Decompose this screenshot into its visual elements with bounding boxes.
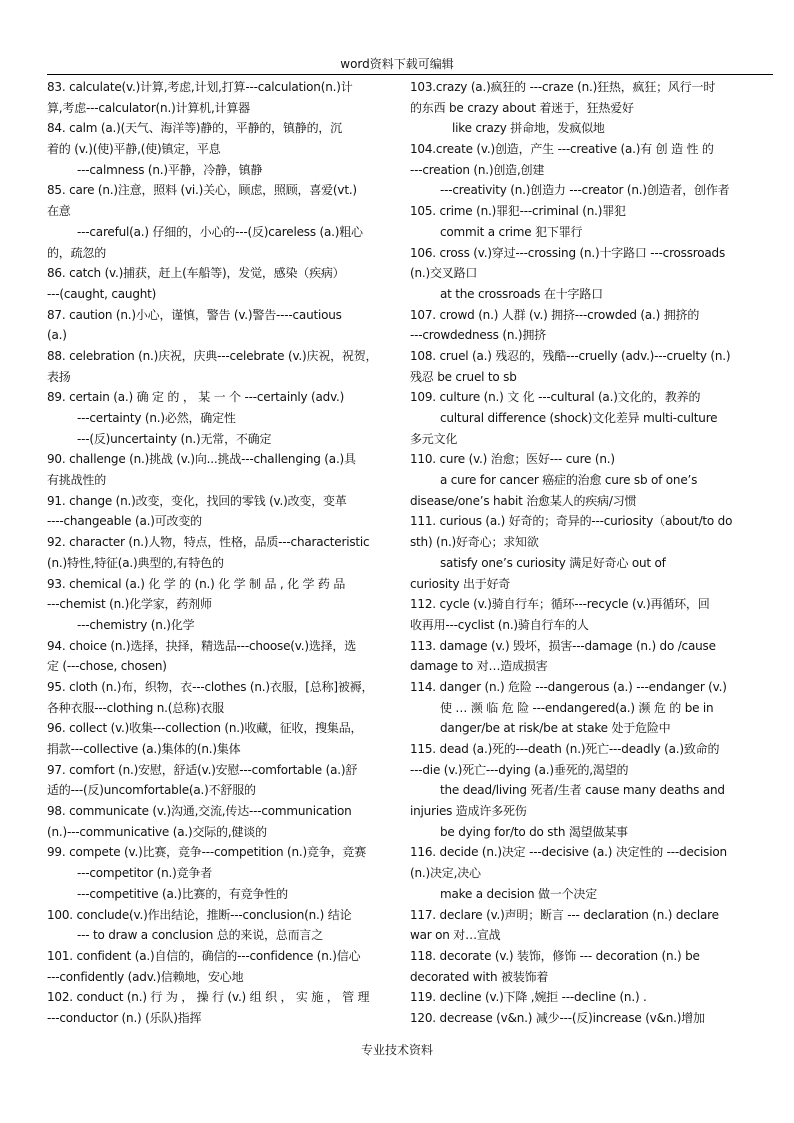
entry-line: (a.) [47,328,67,343]
entry-line: 94. choice (n.)选择，抉择，精选品---choose(v.)选择，选 [47,638,357,653]
entry-line: 83. calculate(v.)计算,考虑,计划,打算---calculation(n.)计 [47,80,353,94]
entry-line: (n.)---communicative (a.)交际的,健谈的 [47,824,267,839]
entry-line: 105. crime (n.)罪犯---criminal (n.)罪犯 [410,204,626,219]
entry-line: 112. cycle (v.)骑自行车；循环---recycle (v.)再循环，回 [410,597,710,612]
entry-line: ---creation (n.)创造,创建 [410,162,545,177]
entry-line: ---competitive (a.)比赛的，有竞争性的 [77,886,288,901]
entry-line: ---competitor (n.)竞争者 [77,866,213,881]
entry-line: 残忍 be cruel to sb [410,369,517,384]
entry-line: 在意 [47,204,71,219]
entry-line: 99. compete (v.)比赛，竞争---competition (n.)竞争，竞赛 [47,845,367,860]
entry-line: 89. certain (a.) 确 定 的 ， 某 一 个 ---certainly (adv.) [47,390,345,405]
entry-line: 86. catch (v.)捕获，赶上(车船等)，发觉，感染（疾病） [47,266,345,281]
entry-line: satisfy one’s curiosity 满足好奇心 out of [440,555,666,570]
entry-line: 98. communicate (v.)沟通,交流,传达---communication [47,804,352,819]
entry-line: ---(反)uncertainty (n.)无常，不确定 [77,431,272,446]
entry-line: make a decision 做一个决定 [440,886,598,901]
entry-line: ---creativity (n.)创造力 ---creator (n.)创造者，创作者 [440,183,730,198]
right-column [410,77,764,1037]
entry-line: 102. conduct (n.) 行 为 ， 操 行 (v.) 组 织 ， 实 施 ， 管 理 [47,990,370,1005]
entry-line: 收再用---cyclist (n.)骑自行车的人 [410,617,589,632]
entry-line: 85. care (n.)注意，照料 (vi.)关心，顾虑，照顾，喜爱(vt.) [47,183,357,198]
entry-line: like crazy 拼命地，发疯似地 [452,121,605,136]
entry-line: (n.)交叉路口 [410,266,478,281]
entry-line: 113. damage (v.) 毁坏，损害---damage (n.) do /cause [410,638,716,653]
entry-line: ---crowdedness (n.)拥挤 [410,328,546,343]
entry-line: 有挑战性的 [47,473,107,488]
entry-line: a cure for cancer 癌症的治愈 cure sb of one’s [440,473,698,488]
entry-line: 87. caution (n.)小心，谨慎，警告 (v.)警告----cautious [47,307,342,322]
entry-line: ---confidently (adv.)信赖地，安心地 [47,969,244,984]
entry-line: 116. decide (n.)决定 ---decisive (a.) 决定性的 ---decision [410,845,727,860]
entry-line: 93. chemical (a.) 化 学 的 (n.) 化 学 制 品 , 化 学 药 品 [47,576,346,591]
entry-line: at the crossroads 在十字路口 [440,286,603,301]
page-header: word资料下载可编辑 [340,57,454,71]
entry-line: (n.)决定,决心 [410,866,481,881]
entry-line: 103.crazy (a.)疯狂的 ---craze (n.)狂热，疯狂；风行一时 [410,80,716,94]
entry-line: 使 … 濒 临 危 险 ---endangered(a.) 濒 危 的 be in [440,700,714,715]
entry-line: 119. decline (v.)下降 ,婉拒 ---decline (n.) . [410,990,647,1005]
entry-line: 多元文化 [410,431,458,446]
entry-line: ---chemist (n.)化学家，药剂师 [47,597,212,612]
left-column [47,77,401,1037]
entry-line: ---conductor (n.) (乐队)指挥 [47,1010,202,1025]
entry-line: ---calmness (n.)平静，冷静，镇静 [77,162,263,177]
entry-line: (n.)特性,特征(a.)典型的,有特色的 [47,555,224,570]
entry-line: 109. culture (n.) 文 化 ---cultural (a.)文化的，教养的 [410,390,701,405]
entry-line: injuries 造成许多死伤 [410,804,527,819]
entry-line: 100. conclude(v.)作出结论，推断---conclusion(n.) 结论 [47,907,352,922]
entry-line: damage to 对…造成损害 [410,659,548,674]
entry-line: 110. cure (v.) 治愈；医好--- cure (n.) [410,452,615,467]
entry-line: sth) (n.)好奇心；求知欲 [410,535,539,550]
entry-line: 的东西 be crazy about 着迷于，狂热爱好 [410,100,634,115]
entry-line: 84. calm (a.)(天气、海洋等)静的，平静的，镇静的，沉 [47,121,342,136]
entry-line: 算,考虑---calculator(n.)计算机,计算器 [47,100,250,115]
entry-line: 111. curious (a.) 好奇的；奇异的---curiosity（about/to do [410,514,733,529]
entry-line: 108. cruel (a.) 残忍的，残酷---cruelly (adv.)---cruelty (n.) [410,348,731,363]
entry-line: 着的 (v.)(使)平静,(使)镇定，平息 [47,142,221,157]
entry-line: 95. cloth (n.)布，织物，衣---clothes (n.)衣服，[总称]被褥， [47,679,374,694]
entry-line: war on 对…宣战 [410,928,501,943]
entry-line: 捐款---collective (a.)集体的(n.)集体 [47,742,241,756]
entry-line: --- to draw a conclusion 总的来说，总而言之 [77,928,323,943]
entry-line: 96. collect (v.)收集---collection (n.)收藏，征收，搜集品， [47,721,363,736]
entry-line: 91. change (n.)改变，变化，找回的零钱 (v.)改变，变革 [47,493,347,508]
entry-line: ---(caught, caught) [47,286,157,301]
entry-line: danger/be at risk/be at stake 处于危险中 [440,721,671,736]
entry-line: decorated with 被装饰着 [410,969,549,984]
entry-line: 适的---(反)uncomfortable(a.)不舒服的 [47,783,256,798]
page-footer: 专业技术资料 [360,1043,433,1057]
entry-line: 120. decrease (v&n.) 减少---(反)increase (v&n.)增加 [410,1010,705,1025]
entry-line: the dead/living 死者/生者 cause many deaths and [440,783,725,798]
entry-line: 107. crowd (n.) 人群 (v.) 拥挤---crowded (a.) 拥挤的 [410,307,700,322]
entry-line: 的，疏忽的 [47,245,107,260]
entry-line: 表扬 [47,369,71,384]
entry-line: 104.create (v.)创造，产生 ---creative (a.)有 创 造 性 的 [410,142,714,157]
entry-line: ---die (v.)死亡---dying (a.)垂死的,渴望的 [410,762,629,777]
entry-line: 117. declare (v.)声明；断言 --- declaration (n.) declare [410,907,719,922]
entry-line: be dying for/to do sth 渴望做某事 [440,824,628,839]
entry-line: 101. confident (a.)自信的，确信的---confidence (n.)信心 [47,948,361,963]
entry-line: 90. challenge (n.)挑战 (v.)向...挑战---challenging (a.)具 [47,452,356,467]
entry-line: ---chemistry (n.)化学 [77,617,195,632]
entry-line: 定 (---chose, chosen) [47,659,167,674]
entry-line: 88. celebration (n.)庆祝，庆典---celebrate (v.)庆祝，祝贺， [47,348,378,363]
entry-line: cultural difference (shock)文化差异 multi-culture [440,411,718,425]
entry-line: 118. decorate (v.) 装饰，修饰 --- decoration (n.) be [410,948,700,963]
entry-line: ----changeable (a.)可改变的 [47,514,202,529]
entry-line: commit a crime 犯下罪行 [440,224,583,239]
entry-line: 114. danger (n.) 危险 ---dangerous (a.) ---endanger (v.) [410,679,727,694]
entry-line: 92. character (n.)人物，特点，性格，品质---characteristic [47,535,370,550]
entry-line: ---certainty (n.)必然，确定性 [77,411,236,425]
entry-line: 115. dead (a.)死的---death (n.)死亡---deadly (a.)致命的 [410,742,720,756]
entry-line: 各种衣服---clothing n.(总称)衣服 [47,700,224,715]
entry-line: 106. cross (v.)穿过---crossing (n.)十字路口 ---crossroads [410,245,726,260]
entry-line: disease/one’s habit 治愈某人的疾病/习惯 [410,493,637,508]
entry-line: curiosity 出于好奇 [410,576,511,591]
entry-line: 97. comfort (n.)安慰，舒适(v.)安慰---comfortable (a.)舒 [47,762,358,777]
entry-line: ---careful(a.) 仔细的，小心的---(反)careless (a.)粗心 [77,224,363,239]
header-divider [47,74,773,75]
